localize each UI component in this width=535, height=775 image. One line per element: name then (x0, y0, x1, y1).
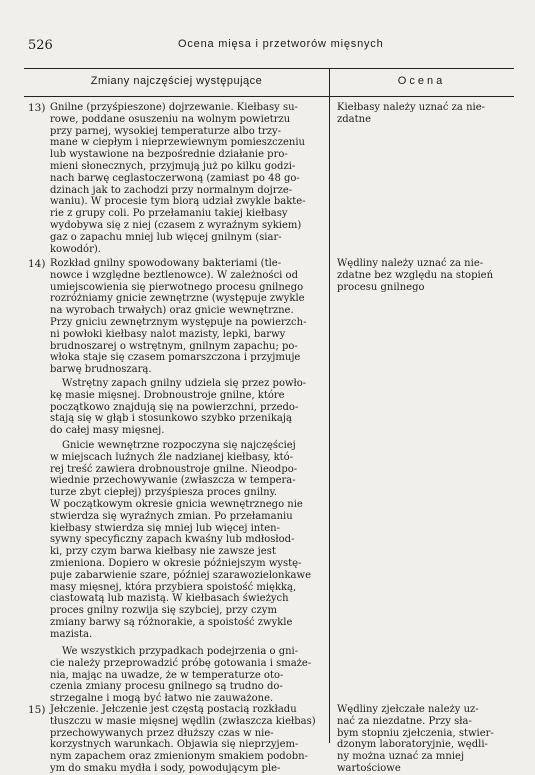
assessment-text: Wędliny należy uznać za nie- zdatne bez względu na stopień procesu gnilnego (337, 258, 494, 293)
assessment-text: Wędliny zjełczałe należy uz- nać za niezdatne. Przy sła- bym stopniu zjełczenia, stwier- dzonym laboratoryjnie, wędli- ny można uznać za mniej wartościowe (337, 704, 494, 774)
item-paragraph: Gnilne (przyśpieszone) dojrzewanie. Kiełbasy su- rowe, poddane osuszeniu na wolnym powietrzu przy parnej, wysokiej temperaturze albo trzy- mane w ciepłym i nieprzewiewnym pomieszczeniu lub wystawione na bezpośrednie działanie pro- mieni słonecznych, przyjmują już po kilku godzi- nach barwę ceglastoczerwoną (zamiast po 48 go- dzinach jak to zachodzi przy normalnym dojrze- waniu). W procesie tym biorą udział zwykle bakte- rie z grupy coli. Po przełamaniu takiej kiełbasy wydobywa się z niej (czasem z wyraźnym sykiem) gaz o zapachu mniej lub więcej gnilnym (siar- kowodór). (50, 102, 306, 255)
item-paragraph: We wszystkich przypadkach podejrzenia o gni- cie należy przeprowadzić próbę gotowania i smaże- nia, mając na uwadze, że w temperaturze oto- czenia zmiany procesu gnilnego są trudno do- strzegalne i mogą być łatwo nie zauważone. (50, 646, 312, 705)
column-header-changes: Zmiany najczęściej występujące (90, 75, 263, 87)
assessment-text: Kiełbasy należy uznać za nie- zdatne (337, 102, 486, 125)
table-header-rule (24, 96, 514, 97)
item-number: 15) (28, 704, 46, 716)
content-table (24, 68, 514, 774)
item-paragraph: Jełczenie. Jełczenie jest częstą postacią rozkładu tłuszczu w masie mięsnej wędlin (zwłaszcza kiełbas) przechowywanych przez dłuższy czas w nie- korzystnych warunkach. Objawia się nieprzyjem- nym zapachem oraz zmienionym smakiem podobn- ym do smaku mydła i sody, powodującym ple- (50, 704, 316, 774)
item-number: 13) (28, 102, 46, 114)
page-number: 526 (28, 38, 53, 53)
running-title: Ocena mięsa i przetworów mięsnych (178, 38, 384, 50)
item-paragraph: Wstrętny zapach gnilny udziela się przez powło- kę masie mięsnej. Drobnoustroje gnilne, które początkowo znajdują się na powierzchni, przedo- stają się w głąb i stosunkowo szybko przenikają do całej masy mięsnej. (50, 378, 307, 437)
item-number: 14) (28, 258, 46, 270)
table-top-rule (24, 68, 514, 69)
page-header (28, 38, 505, 56)
column-divider (329, 68, 330, 743)
item-paragraph: Rozkład gnilny spowodowany bakteriami (tle- nowce i względne beztlenowce). W zależności od umiejscowienia się pierwotnego procesu gnilnego rozróżniamy gnicie zewnętrzne (występuje zwykle na wyrobach trwałych) oraz gnicie wewnętrzne. Przy gniciu zewnętrznym występuje na powierzch- ni powłoki kiełbasy nalot mazisty, lepki, barwy brudnoszarej o wstrętnym, gnilnym zapachu; po- włoka staje się czasem pomarszczona i przyjmuje barwę brudnoszarą. (50, 258, 307, 376)
item-paragraph: Gnicie wewnętrzne rozpoczyna się najczęściej w miejscach luźnych źle nadzianej kiełbasy, któ- rej treść zawiera drobnoustroje gnilne. Nieodpo- wiednie przechowywanie (zwłaszcza w tempera- turze zbyt ciepłej) przyśpiesza proces gnilny. W początkowym okresie gnicia wewnętrznego nie stwierdza się wyraźnych zmian. Po przełamaniu kiełbasy stwierdza się mniej lub więcej inten- sywny specyficzny zapach kwaśny lub mdłosłod- ki, przy czym barwa kiełbasy nie zawsze jest zmieniona. Dopiero w okresie późniejszym wystę- puje zabarwienie szare, później szarawozielonkawe masy mięsnej, która przybiera spoistość miękką, ciastowatą lub mazistą. W kiełbasach świeżych proces gnilny rozwija się szybciej, przy czym zmiany barwy są różnorakie, a spoistość zwykle mazista. (50, 440, 311, 640)
column-header-assessment: Ocena (397, 75, 446, 87)
